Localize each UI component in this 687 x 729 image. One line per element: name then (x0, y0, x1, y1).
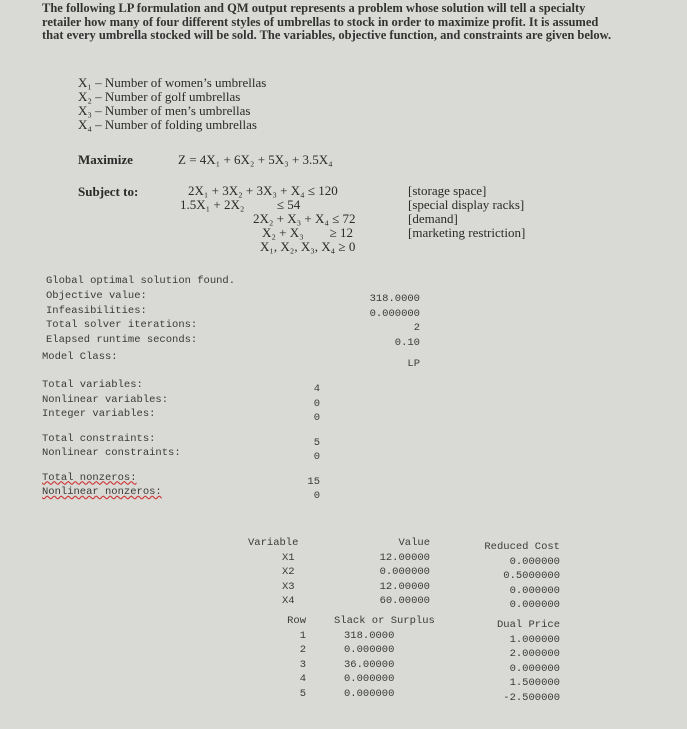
slack-column (334, 614, 435, 701)
dual-price-column (470, 618, 560, 705)
table-cell: X3 (282, 580, 295, 593)
table-cell: 0.000000 (344, 673, 395, 685)
table-cell: 4 (299, 673, 306, 685)
count-label: Nonlinear variables: (42, 393, 169, 406)
table-cell: 2.000000 (509, 648, 560, 660)
table-cell: 0.000000 (379, 566, 430, 578)
column-header: Dual Price (496, 619, 560, 631)
table-cell: 1 (299, 629, 306, 642)
variable-def: X₄ – Number of folding umbrellas (78, 117, 257, 132)
count-value: 0 (313, 412, 320, 424)
table-cell: 0.000000 (509, 662, 560, 675)
table-cell: X4 (282, 595, 295, 607)
maximize-label: Maximize (78, 152, 133, 167)
table-cell: 0.000000 (509, 599, 560, 611)
table-cell: 318.0000 (344, 629, 395, 642)
count-labels (42, 378, 181, 500)
constraint: 2X₁ + 3X₂ + 3X₃ + X₄ ≤ 120 (188, 183, 338, 198)
count-label: Integer variables: (42, 408, 156, 420)
variable-def: X₃ – Number of men’s umbrellas (78, 103, 251, 118)
solver-label: Infeasibilities: (46, 304, 147, 317)
constraint-label: [marketing restriction] (408, 225, 526, 240)
objective-function: Z = 4X₁ + 6X₂ + 5X₃ + 3.5X₄ (178, 152, 333, 167)
table-cell: X1 (282, 551, 295, 564)
intro-paragraph: The following LP formulation and QM output represents a problem whose solution will tell a specialty retailer how many of four different styles of umbrellas to stock in order to maximize profit. It is assumed that every umbrella stocked will be sold. The variables, objective function, and constraints are given below. (42, 1, 612, 42)
table-cell: -2.500000 (503, 691, 560, 704)
table-cell: 0.5000000 (503, 570, 560, 582)
count-label: Nonlinear constraints: (42, 447, 181, 459)
variable-def: X₁ – Number of women’s umbrellas (78, 75, 267, 90)
solver-label: Total solver iterations: (46, 319, 198, 331)
model-class-label: Model Class: (42, 351, 118, 363)
constraints (180, 184, 356, 254)
solver-value: 0.10 (394, 336, 420, 349)
count-value: 0 (313, 397, 320, 410)
count-label: Nonlinear nonzeros: (42, 486, 162, 498)
variable-column (248, 536, 298, 609)
table-cell: 1.000000 (509, 633, 560, 646)
column-header: Reduced Cost (484, 541, 560, 553)
table-cell: 60.00000 (379, 595, 430, 607)
table-cell: 0.000000 (344, 644, 395, 656)
count-label: Total constraints: (42, 432, 156, 445)
solver-values (340, 292, 420, 350)
count-values (280, 382, 320, 504)
reduced-cost-column (460, 540, 560, 613)
value-column (340, 536, 430, 609)
solver-label: Objective value: (46, 290, 147, 302)
constraint-labels (408, 184, 525, 240)
constraint: X₂ + X₃ ≥ 12 (262, 225, 354, 240)
constraint-label: [special display racks] (408, 197, 525, 212)
variable-def: X₂ – Number of golf umbrellas (78, 89, 241, 104)
column-header: Row (287, 615, 306, 627)
table-cell: 5 (299, 687, 306, 700)
table-cell: X2 (282, 566, 295, 578)
constraint-label: [storage space] (408, 183, 487, 198)
count-value: 0 (313, 490, 320, 502)
column-header: Value (398, 537, 430, 549)
model-class-value: LP (407, 358, 420, 370)
table-cell: 36.00000 (344, 658, 395, 671)
constraint: 2X₂ + X₃ + X₄ ≤ 72 (253, 211, 356, 226)
constraint-label: [demand] (408, 211, 458, 226)
constraint: 1.5X₁ + 2X₂ ≤ 54 (180, 197, 301, 212)
solver-value: 318.0000 (369, 293, 420, 305)
table-cell: 0.000000 (344, 687, 395, 700)
table-cell: 3 (299, 658, 306, 671)
table-cell: 1.500000 (509, 677, 560, 689)
solver-value: 2 (413, 322, 420, 334)
solver-status: Global optimal solution found. (46, 275, 236, 287)
subject-to-label: Subject to: (78, 184, 139, 199)
count-value: 5 (313, 436, 320, 449)
variable-definitions (78, 76, 266, 132)
count-label: Total variables: (42, 379, 143, 391)
count-value: 4 (313, 383, 320, 395)
count-value: 0 (313, 451, 320, 463)
table-cell: 12.00000 (379, 580, 430, 593)
column-header: Variable (248, 537, 299, 549)
table-cell: 0.000000 (509, 555, 560, 568)
count-value: 15 (307, 475, 320, 488)
solver-value: 0.000000 (369, 307, 420, 320)
table-cell: 12.00000 (379, 551, 430, 564)
solver-label: Elapsed runtime seconds: (46, 333, 198, 346)
count-label: Total nonzeros: (42, 471, 137, 484)
table-cell: 0.000000 (509, 584, 560, 597)
row-column (270, 614, 306, 701)
constraint: X₁, X₂, X₃, X₄ ≥ 0 (260, 239, 356, 254)
column-header: Slack or Surplus (334, 615, 435, 627)
table-cell: 2 (299, 644, 306, 656)
solver-labels (46, 289, 197, 347)
